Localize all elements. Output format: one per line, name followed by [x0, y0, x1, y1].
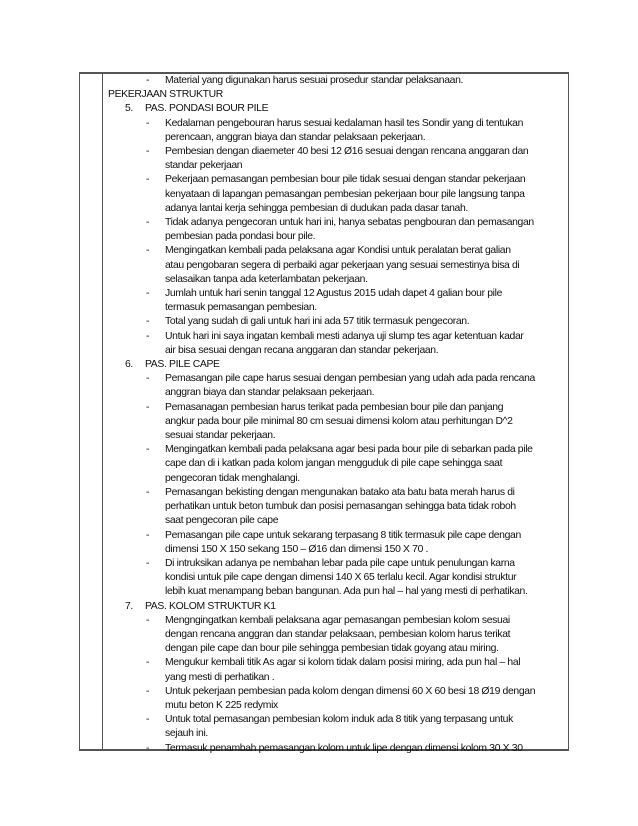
bullet-text: Pekerjaan pemasangan pembesian bour pile tidak sesuai dengan standar pekerjaan [165, 174, 526, 186]
section-heading: PEKERJAAN STRUKTUR [108, 89, 223, 101]
table-left-column [102, 73, 103, 749]
bullet-item [108, 74, 566, 88]
bullet-dash: - [146, 146, 150, 158]
bullet-item [108, 145, 566, 159]
bullet-text: Jumlah untuk hari senin tanggal 12 Agustus 2015 udah dapet 4 galian bour pile [165, 288, 502, 300]
bullet-dash: - [146, 117, 150, 129]
bullet-text: Mengukur kembali titik As agar si kolom tidak dalam posisi miring, ada pun hal – hal [165, 657, 521, 669]
bullet-text: Pemasangan pile cape untuk sekarang terpasang 8 titik termasuk pile cape dengan [165, 529, 521, 541]
bullet-text: Mengngingatkan kembali pelaksana agar pemasangan pembesian kolom sesuai [165, 614, 510, 626]
bullet-text: Mengingatkan kembali pada pelaksana agar besi pada bour pile di sebarkan pada pile [165, 444, 533, 456]
bullet-text: Tidak adanya pengecoran untuk hari ini, hanya sebatas pengbouran dan pemasangan [165, 217, 534, 229]
bullet-continuation: lebih kuat menampang beban bangunan. Ada pun hal – hal yang mesti di perhatikan. [165, 586, 528, 598]
bullet-item [108, 173, 566, 187]
bullet-dash: - [146, 288, 150, 300]
bullet-continuation: cape dan di i katkan pada kolom jangan mengguduk di pile cape sehingga saat [165, 458, 503, 470]
section-title-text: PAS. PILE CAPE [145, 359, 220, 371]
bullet-continuation: pembesian pada pondasi bour pile. [165, 231, 316, 243]
bullet-text: Untuk hari ini saya ingatan kembali mesti adanya uji slump tes agar ketentuan kadar [165, 330, 524, 342]
bullet-continuation: anggran biaya dan standar pelaksaan pekerjaan. [165, 387, 375, 399]
bullet-continuation: kenyataan di lapangan pemasangan pembesian pekerjaan bour pile langsung tanpa [165, 188, 525, 200]
bullet-item [108, 685, 566, 699]
bullet-item [108, 315, 566, 329]
bullet-dash: - [146, 614, 150, 626]
bullet-dash: - [146, 486, 150, 498]
section-title-text: PAS. PONDASI BOUR PILE [145, 103, 269, 115]
bullet-item [108, 287, 566, 301]
bullet-text: Pembesian dengan diaemeter 40 besi 12 Ø16 sesuai dengan rencana anggaran dan [165, 146, 529, 158]
bullet-item [108, 244, 566, 258]
bullet-dash: - [146, 444, 150, 456]
bullet-continuation: pengecoran tidak menghalangi. [165, 472, 300, 484]
bullet-item [108, 117, 566, 131]
bullet-dash: - [146, 529, 150, 541]
bullet-dash: - [146, 217, 150, 229]
bullet-text: Termasuk penambah pemasangan kolom untuk lipe dengan dimensi kolom 30 X 30 [165, 742, 523, 754]
bullet-dash: - [146, 316, 150, 328]
bullet-text: Mengingatkan kembali pada pelaksana agar Kondisi untuk peralatan berat galian [165, 245, 511, 257]
bullet-continuation: angkur pada bour pile minimal 80 cm sesuai dimensi kolom atau perhitungan D^2 [165, 415, 513, 427]
bullet-text: Total yang sudah di gali untuk hari ini ada 57 titik termasuk pengecoran. [165, 316, 470, 328]
bullet-text: Pemasanagan pembesian harus terikat pada pembesian bour pile dan panjang [165, 401, 504, 413]
bullet-continuation: atau pengobaran segera di perbaiki agar pekerjaan yang sesuai semestinya bisa di [165, 259, 520, 271]
bullet-text: Kedalaman pengebouran harus sesuai kedalaman hasil tes Sondir yang di tentukan [165, 117, 523, 129]
bullet-continuation: mutu beton K 225 redymix [165, 699, 278, 711]
bullet-dash: - [146, 330, 150, 342]
section-number: 7. [125, 600, 133, 612]
section-title [108, 600, 566, 614]
bullet-continuation: standar pekerjaan [165, 160, 243, 172]
section-title [108, 358, 566, 372]
bullet-item [108, 216, 566, 230]
bullet-text: Untuk pekerjaan pembesian pada kolom dengan dimensi 60 X 60 besi 18 Ø19 dengan [165, 685, 536, 697]
bullet-continuation: perencaan, anggran biaya dan standar pelaksaan pekerjaan. [165, 131, 426, 143]
bullet-item [108, 614, 566, 628]
bullet-continuation: air bisa sesuai dengan recana anggaran dan standar pekerjaan. [165, 344, 439, 356]
bullet-text: Pemasangan pile cape harus sesuai dengan pembesian yang udah ada pada rencana [165, 373, 535, 385]
bullet-continuation: dengan rencana anggran dan standar pelaksaan, pembesian kolom harus terikat [165, 628, 511, 640]
bullet-item [108, 372, 566, 386]
bullet-item [108, 330, 566, 344]
bullet-dash: - [146, 373, 150, 385]
bullet-text: Pemasangan bekisting dengan mengunakan batako ata batu bata merah harus di [165, 486, 515, 498]
bullet-dash: - [146, 742, 150, 754]
section-number: 5. [125, 103, 133, 115]
bullet-text: Material yang digunakan harus sesuai prosedur standar pelaksanaan. [165, 75, 464, 86]
bullet-dash: - [146, 557, 150, 569]
bullet-continuation: saat pengecoran pile cape [165, 515, 279, 527]
bullet-continuation: selasaikan tanpa ada keterlambatan pekerjaan. [165, 273, 368, 285]
bullet-item [108, 529, 566, 543]
bullet-continuation: adanya lantai kerja sehingga pembesian di dudukan pada dasar tanah. [165, 202, 468, 214]
bullet-dash: - [146, 714, 150, 726]
bullet-item [108, 656, 566, 670]
bullet-text: Di intruksikan adanya pe nembahan lebar pada pile cape untuk penulungan karna [165, 557, 515, 569]
bullet-continuation: termasuk pemasangan pembesian. [165, 302, 317, 314]
bullet-dash: - [146, 401, 150, 413]
bullet-continuation: sejauh ini. [165, 728, 208, 740]
bullet-continuation: dimensi 150 X 150 sekang 150 – Ø16 dan dimensi 150 X 70 . [165, 543, 429, 555]
section-number: 6. [125, 359, 133, 371]
bullet-dash: - [146, 245, 150, 257]
section-title [108, 102, 566, 116]
report-content [108, 74, 566, 756]
bullet-dash: - [146, 75, 150, 86]
bullet-continuation: yang mesti di perhatikan . [165, 671, 275, 683]
bullet-continuation: perhatikan untuk beton tumbuk dan posisi pemasangan sehingga bata tidak roboh [165, 501, 516, 513]
bullet-text: Untuk total pemasangan pembesian kolom induk ada 8 titik yang terpasang untuk [165, 714, 513, 726]
bullet-item [108, 557, 566, 571]
bullet-item [108, 443, 566, 457]
bullet-continuation: sesuai standar pekerjaan. [165, 430, 276, 442]
bullet-dash: - [146, 657, 150, 669]
bullet-item [108, 713, 566, 727]
bullet-item [108, 401, 566, 415]
bullet-item [108, 486, 566, 500]
bullet-dash: - [146, 685, 150, 697]
bullet-continuation: kondisi untuk pile cape dengan dimensi 140 X 65 terlalu kecil. Agar kondisi struktur [165, 572, 517, 584]
bullet-continuation: dengan pile cape dan bour pile sehingga pembesian tidak goyang atau miring. [165, 643, 499, 655]
bullet-dash: - [146, 174, 150, 186]
section-title-text: PAS. KOLOM STRUKTUR K1 [145, 600, 276, 612]
bullet-item [108, 742, 566, 756]
